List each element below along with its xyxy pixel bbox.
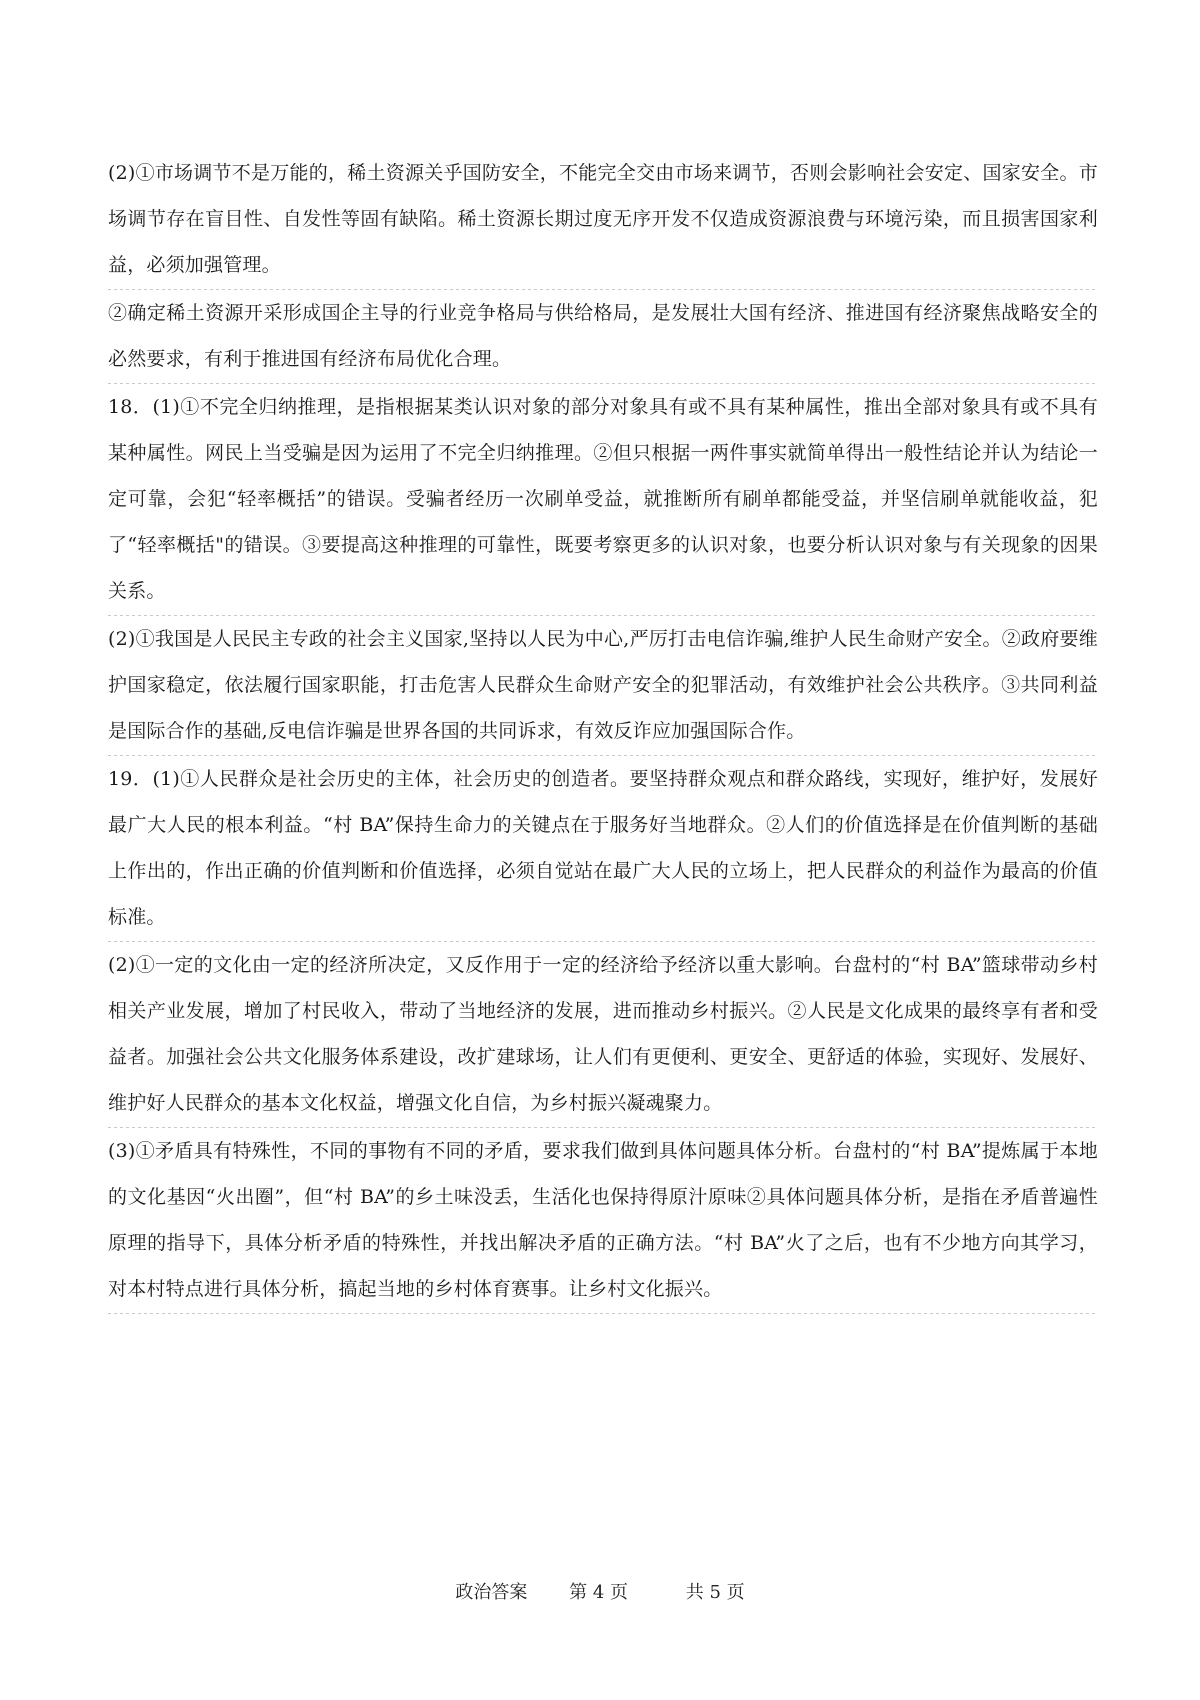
footer-page-number: 第 4 页 [569, 1582, 628, 1603]
answer-18-1: 18．(1)①不完全归纳推理，是指根据某类认识对象的部分对象具有或不具有某种属性，推出全部对象具有或不具有某种属性。网民上当受骗是因为运用了不完全归纳推理。②但只根据一两件事实就简单得出一般性结论并认为结论一定可靠，会犯“轻率概括”的错误。受骗者经历一次刷单受益，就推断所有刷单都能受益，并坚信刷单就能收益，犯了“轻率概括"的错误。③要提高这种推理的可靠性，既要考察更多的认识对象，也要分析认识对象与有关现象的因果关系。 [108, 384, 1098, 616]
answer-17-2-2: ②确定稀土资源开采形成国企主导的行业竞争格局与供给格局，是发展壮大国有经济、推进国有经济聚焦战略安全的必然要求，有利于推进国有经济布局优化合理。 [108, 290, 1098, 384]
page-footer [0, 1578, 1200, 1604]
answer-19-3: (3)①矛盾具有特殊性，不同的事物有不同的矛盾，要求我们做到具体问题具体分析。台盘村的“村 BA”提炼属于本地的文化基因“火出圈”，但“村 BA”的乡土味没丢，生活化也保持得原汁原味②具体问题具体分析，是指在矛盾普遍性原理的指导下，具体分析矛盾的特殊性，并找出解决矛盾的正确方法。“村 BA”火了之后，也有不少地方向其学习，对本村特点进行具体分析，搞起当地的乡村体育赛事。让乡村文化振兴。 [108, 1128, 1098, 1314]
answer-content [108, 150, 1098, 1314]
footer-subject: 政治答案 [455, 1582, 528, 1603]
footer-total-pages: 共 5 页 [685, 1582, 745, 1603]
answer-17-2-1: (2)①市场调节不是万能的，稀土资源关乎国防安全，不能完全交由市场来调节，否则会影响社会安定、国家安全。市场调节存在盲目性、自发性等固有缺陷。稀土资源长期过度无序开发不仅造成资源浪费与环境污染，而且损害国家利益，必须加强管理。 [108, 150, 1098, 290]
answer-19-1: 19．(1)①人民群众是社会历史的主体，社会历史的创造者。要坚持群众观点和群众路线，实现好，维护好，发展好最广大人民的根本利益。“村 BA”保持生命力的关键点在于服务好当地群众。②人们的价值选择是在价值判断的基础上作出的，作出正确的价值判断和价值选择，必须自觉站在最广大人民的立场上，把人民群众的利益作为最高的价值标准。 [108, 756, 1098, 942]
answer-19-2: (2)①一定的文化由一定的经济所决定，又反作用于一定的经济给予经济以重大影响。台盘村的“村 BA”篮球带动乡村相关产业发展，增加了村民收入，带动了当地经济的发展，进而推动乡村振兴。②人民是文化成果的最终享有者和受益者。加强社会公共文化服务体系建设，改扩建球场，让人们有更便利、更安全、更舒适的体验，实现好、发展好、维护好人民群众的基本文化权益，增强文化自信，为乡村振兴凝魂聚力。 [108, 942, 1098, 1128]
answer-18-2: (2)①我国是人民民主专政的社会主义国家,坚持以人民为中心,严厉打击电信诈骗,维护人民生命财产安全。②政府要维护国家稳定，依法履行国家职能，打击危害人民群众生命财产安全的犯罪活动，有效维护社会公共秩序。③共同利益是国际合作的基础,反电信诈骗是世界各国的共同诉求，有效反诈应加强国际合作。 [108, 616, 1098, 756]
